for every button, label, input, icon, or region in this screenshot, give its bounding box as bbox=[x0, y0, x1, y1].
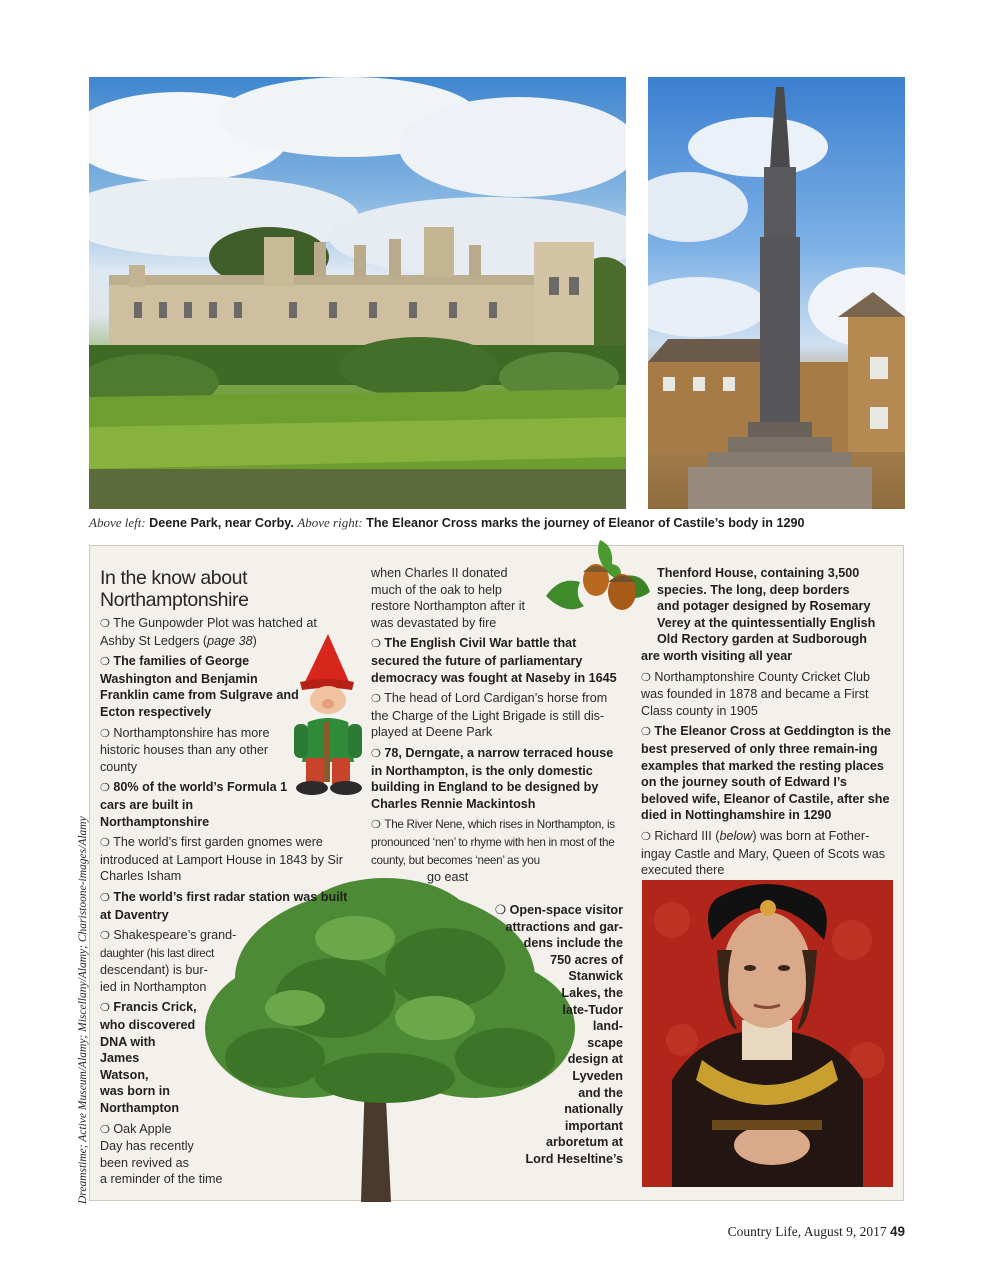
caption-left-text: Deene Park, near Corby. bbox=[149, 516, 294, 530]
fact-gunpowder-text: The Gunpowder Plot was hatched at Ashby St Ledgers ( bbox=[100, 616, 317, 648]
fact-open-line: Stanwick bbox=[568, 969, 623, 984]
fact-nene-text: The River Nene, which rises in Northampton, is pronounced ‘nen’ to rhyme with hen in most of the county, but becomes ‘neen’ as you bbox=[371, 818, 615, 867]
fact-formula bbox=[100, 779, 288, 830]
fact-open-line: Lakes, the bbox=[561, 985, 623, 1000]
panel-heading bbox=[100, 567, 348, 611]
fact-gnomes-text: The world’s first garden gnomes were introduced at Lamport House in 1843 by Sir Charles Isham bbox=[100, 835, 343, 884]
fact-crick bbox=[100, 999, 348, 1116]
panel-heading-line2: Northamptonshire bbox=[100, 589, 249, 611]
fact-gnomes bbox=[100, 834, 348, 885]
page-folio bbox=[720, 1224, 905, 1240]
fact-crick-line: Watson, bbox=[100, 1067, 149, 1082]
fact-thenford-line: and potager designed by Rosemary bbox=[657, 599, 871, 614]
fact-crick-line: was born in bbox=[100, 1084, 170, 1099]
fact-open-space bbox=[440, 902, 623, 1168]
fact-open-line: Lord Heseltine’s bbox=[525, 1151, 623, 1166]
panel-column-3 bbox=[641, 565, 895, 883]
bullet-icon: ❍ bbox=[494, 903, 507, 917]
fact-cardigan-text: The head of Lord Cardigan’s horse from the Charge of the Light Brigade is still dis-played at Deene Park bbox=[371, 691, 608, 740]
bullet-icon: ❍ bbox=[371, 818, 381, 832]
bullet-icon: ❍ bbox=[641, 725, 651, 739]
deene-park-photo bbox=[89, 77, 626, 509]
panel-column-1 bbox=[100, 567, 348, 1192]
fact-charles bbox=[371, 565, 531, 631]
fact-richard-below: below bbox=[719, 828, 753, 843]
bullet-icon: ❍ bbox=[100, 890, 110, 904]
fact-families-text: The families of George Washington and Benjamin Franklin came from Sulgrave and Ecton respectively bbox=[100, 654, 299, 719]
fact-open-line: nationally bbox=[564, 1102, 623, 1117]
fact-open-line: and the bbox=[578, 1085, 623, 1100]
fact-civil-war bbox=[371, 635, 626, 686]
fact-gunpowder-end: ) bbox=[252, 633, 257, 648]
bullet-icon: ❍ bbox=[100, 929, 110, 943]
fact-shakespeare-line: ied in Northampton bbox=[100, 979, 207, 994]
fact-open-line: late-Tudor bbox=[562, 1002, 623, 1017]
fact-oak-line: a reminder of the time bbox=[100, 1172, 223, 1187]
bullet-icon: ❍ bbox=[371, 746, 381, 760]
fact-formula-text: 80% of the world’s Formula 1 cars are built in Northamptonshire bbox=[100, 780, 288, 829]
fact-crick-line: James bbox=[100, 1051, 140, 1066]
bullet-icon: ❍ bbox=[100, 617, 110, 630]
caption-right-text: The Eleanor Cross marks the journey of Eleanor of Castile’s body in 1290 bbox=[366, 516, 805, 530]
fact-richard-end: ) was born at Fother-ingay Castle and Mary, Queen of Scots was executed there bbox=[641, 828, 886, 878]
fact-open-line: important bbox=[564, 1118, 623, 1133]
fact-thenford bbox=[641, 565, 895, 665]
fact-oak-apple bbox=[100, 1121, 348, 1188]
photo-caption bbox=[89, 515, 905, 531]
richard-iii-portrait bbox=[642, 880, 893, 1187]
bullet-icon: ❍ bbox=[100, 781, 110, 795]
fact-houses-text: Northamptonshire has more historic houses than any other county bbox=[100, 725, 270, 774]
fact-open-line: scape bbox=[587, 1035, 623, 1050]
fact-open-line: dens include the bbox=[523, 936, 623, 951]
fact-cricket-text: Northamptonshire County Cricket Club was founded in 1878 and became a First Class county in 1905 bbox=[641, 669, 870, 718]
bullet-icon: ❍ bbox=[371, 637, 381, 651]
fact-thenford-line: are worth visiting all year bbox=[641, 648, 793, 663]
fact-crick-line: Northampton bbox=[100, 1101, 180, 1116]
fact-nene-end bbox=[371, 869, 626, 886]
fact-richard-text: Richard III ( bbox=[654, 828, 720, 843]
fact-cardigan bbox=[371, 690, 626, 741]
fact-crick-line: who discovered bbox=[100, 1018, 196, 1033]
bullet-icon: ❍ bbox=[100, 1122, 110, 1136]
fact-richard bbox=[641, 828, 895, 879]
fact-open-line: 750 acres of bbox=[550, 952, 623, 967]
fact-nene-end-text: go east bbox=[427, 870, 469, 885]
fact-families bbox=[100, 653, 300, 720]
fact-nene bbox=[371, 816, 626, 869]
fact-open-line: Lyveden bbox=[572, 1068, 623, 1083]
fact-open-line: land- bbox=[592, 1019, 623, 1034]
bullet-icon: ❍ bbox=[100, 836, 110, 850]
fact-radar-text: The world’s first radar station was built at Daventry bbox=[100, 889, 348, 922]
fact-gunpowder-page: page 38 bbox=[207, 633, 253, 648]
fact-thenford-line: species. The long, deep borders bbox=[657, 582, 850, 597]
fact-crick-line: Francis Crick, bbox=[113, 1000, 197, 1015]
caption-left-lead: Above left: bbox=[89, 515, 146, 530]
fact-oak-line: Day has recently bbox=[100, 1139, 194, 1154]
fact-open-line: arboretum at bbox=[546, 1135, 623, 1150]
fact-houses bbox=[100, 725, 286, 776]
folio-page-number: 49 bbox=[889, 1224, 905, 1239]
fact-gunpowder bbox=[100, 615, 348, 649]
fact-derngate-text: 78, Derngate, a narrow terraced house in Northampton, is the only domestic building in England to be designed by Charles Rennie Mackintosh bbox=[371, 745, 614, 811]
fact-shakespeare-line: Shakespeare’s grand- bbox=[113, 928, 237, 943]
fact-crick-line: DNA with bbox=[100, 1034, 156, 1049]
fact-open-line: Open-space visitor bbox=[509, 903, 623, 917]
fact-oak-line: Oak Apple bbox=[113, 1121, 172, 1136]
fact-thenford-line: Verey at the quintessentially English bbox=[657, 615, 876, 630]
fact-open-line: design at bbox=[567, 1052, 623, 1067]
bullet-icon: ❍ bbox=[100, 655, 110, 669]
panel-column-2 bbox=[371, 565, 626, 890]
folio-text: Country Life, August 9, 2017 bbox=[727, 1224, 887, 1239]
fact-civil-war-text: The English Civil War battle that secured the future of parliamentary democracy was fought at Naseby in 1645 bbox=[371, 636, 617, 685]
bullet-icon: ❍ bbox=[100, 726, 110, 740]
fact-thenford-line: Thenford House, containing 3,500 bbox=[657, 566, 860, 580]
fact-charles-text: when Charles II donated much of the oak to help restore Northampton after it was devastated by fire bbox=[371, 566, 525, 630]
fact-eleanor bbox=[641, 723, 895, 824]
caption-right-lead: Above right: bbox=[297, 515, 363, 530]
fact-shakespeare-line: descendant) is bur- bbox=[100, 963, 208, 978]
fact-thenford-line: Old Rectory garden at Sudborough bbox=[657, 632, 867, 647]
bullet-icon: ❍ bbox=[641, 829, 651, 843]
fact-derngate bbox=[371, 745, 626, 812]
fact-open-line: attractions and gar- bbox=[505, 919, 623, 934]
fact-cricket bbox=[641, 669, 895, 720]
bullet-icon: ❍ bbox=[641, 670, 651, 684]
photo-credit: Dreamstime; Active Museum/Alamy; Miscellany/Alamy; Charistoone-images/Alamy bbox=[77, 816, 89, 1204]
bullet-icon: ❍ bbox=[100, 1001, 110, 1015]
eleanor-cross-photo bbox=[648, 77, 905, 509]
fact-shakespeare bbox=[100, 927, 348, 995]
fact-shakespeare-line: daughter (his last direct bbox=[100, 946, 214, 960]
fact-radar bbox=[100, 889, 348, 923]
fact-eleanor-text: The Eleanor Cross at Geddington is the best preserved of only three remain-ing examples that marked the resting places on the journey south of Edward I’s beloved wife, Eleanor of Castile, after she died in Nottinghamshire in 1290 bbox=[641, 724, 891, 823]
bullet-icon: ❍ bbox=[371, 692, 381, 706]
fact-oak-line: been revived as bbox=[100, 1155, 189, 1170]
panel-heading-line1: In the know about bbox=[100, 567, 248, 589]
